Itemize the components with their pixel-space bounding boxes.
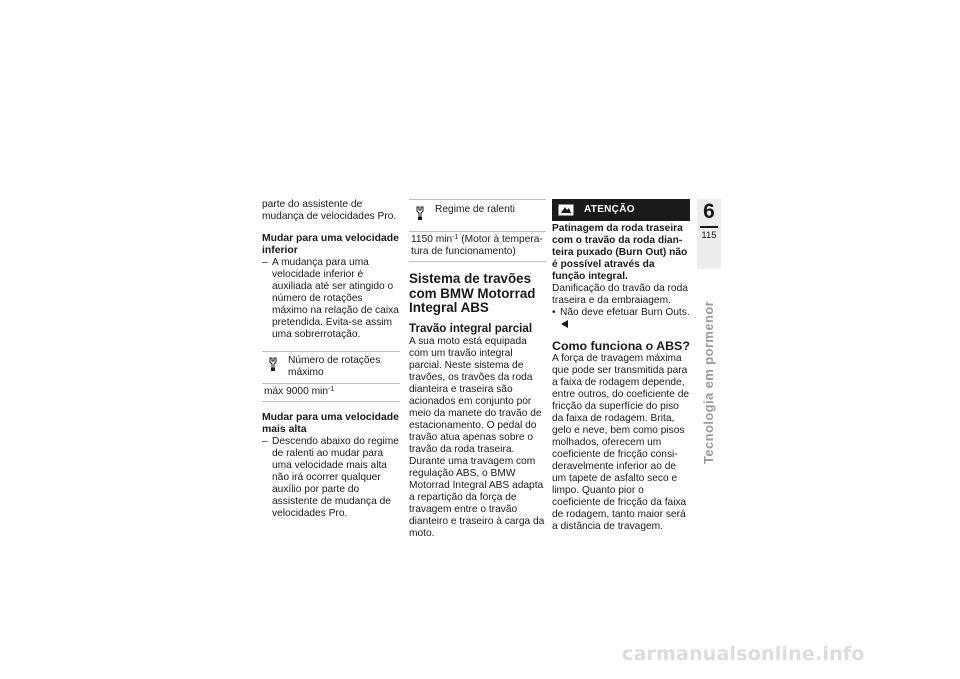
wrench-icon: [268, 355, 286, 379]
dash-item-higher-gear: [262, 436, 400, 520]
max-rpm-box: [262, 351, 400, 402]
lower-gear-text: A mudança para uma velocidade inferior é auxiliada até ser atingido o número de rotações máximo na relação de caixa pretendida. Evita-se assim uma sobrerrotação.: [272, 257, 399, 340]
abs-paragraph: A força de travagem máxima que pode ser transmitida para a faixa de rodagem depende, entre outros, do coeficiente de fricção da superfície do piso da faixa de rodagem. Brita, gelo e neve, bem como pisos molhados, oferecem um coeficiente de fricção consideravelmente inferior ao de um tapete de asfalto seco e limpo. Quanto pior o coeficiente de fricção da faixa de rodagem, tanto maior será a distância de travagem.: [552, 353, 690, 532]
heading-how-abs-works: Como funciona o ABS?: [552, 339, 690, 353]
chapter-tab: [697, 199, 721, 269]
warning-consequence: Danificação do travão da roda traseira e da embraiagem.: [552, 283, 688, 306]
wrench-icon: [415, 204, 433, 225]
chapter-title: Tecnologia em pormenor: [701, 300, 716, 464]
idle-speed-unit-exponent: -1: [452, 234, 459, 241]
warning-header: [552, 199, 690, 221]
page-number: 115: [701, 230, 717, 241]
column-2: [409, 199, 546, 540]
chapter-divider: [700, 226, 718, 228]
max-rpm-label: Número de rotações máximo: [288, 355, 381, 378]
dash-marker: –: [262, 436, 268, 447]
warning-action-item: [552, 307, 690, 331]
column-1: [262, 199, 400, 520]
heading-higher-gear: Mudar para uma velocidade mais alta: [262, 412, 399, 435]
heading-lower-gear: Mudar para uma velocidade inferior: [262, 233, 399, 256]
higher-gear-text: Descendo abaixo do regime de ralenti ao mudar para uma velocidade mais alta não irá ocorrer qualquer auxílio por parte do assistente de mudança de velocidades Pro.: [272, 436, 399, 519]
max-rpm-value-row: [262, 383, 400, 401]
dash-marker: –: [262, 257, 268, 268]
integral-brake-paragraph-2: Durante uma travagem com regulação ABS, o BMW Motorrad Integral ABS adapta a repartição da força de travagem entre o travão dianteiro e traseiro à carga da moto.: [409, 455, 545, 539]
chapter-number: 6: [703, 200, 715, 223]
watermark: carmanualsonline.info: [622, 643, 865, 665]
warning-action-text: Não deve efetuar Burn Outs.: [560, 307, 690, 318]
dash-item-lower-gear: [262, 257, 400, 341]
warning-bold-text: Patinagem da roda traseira com o travão da roda dianteira puxado (Burn Out) não é possível através da função integral.: [552, 223, 688, 282]
max-rpm-value: máx 9000 min: [264, 386, 328, 397]
idle-speed-label: Regime de ralenti: [435, 204, 515, 215]
idle-speed-value: 1150 min: [411, 234, 453, 245]
idle-speed-box: [409, 199, 546, 262]
heading-partial-integral-brake: Travão integral parcial: [409, 321, 533, 335]
intro-text: parte do assistente de mudança de velocidades Pro.: [262, 199, 397, 222]
bullet-marker: •: [552, 307, 556, 318]
column-3: [552, 199, 690, 533]
integral-brake-paragraph-1: A sua moto está equipada com um travão integral parcial. Neste sistema de travões, os travões da roda dianteira e traseira são acionados em conjunto por meio da manete do travão de estacionamento. O pedal do travão atua apenas sobre o travão da roda traseira.: [409, 335, 542, 455]
section-title-abs-system: Sistema de travões com BMW Motorrad Integral ABS: [409, 271, 536, 315]
idle-speed-value-row: [409, 231, 546, 261]
warning-icon: [558, 204, 574, 216]
max-rpm-unit-exponent: -1: [328, 386, 335, 393]
idle-speed-note: (Motor à temperatura de funcionamento): [411, 234, 543, 257]
chapter-side-title: [701, 274, 717, 464]
end-triangle-icon: [561, 320, 568, 328]
warning-action: [560, 307, 690, 331]
warning-label: ATENÇÃO: [584, 204, 635, 215]
